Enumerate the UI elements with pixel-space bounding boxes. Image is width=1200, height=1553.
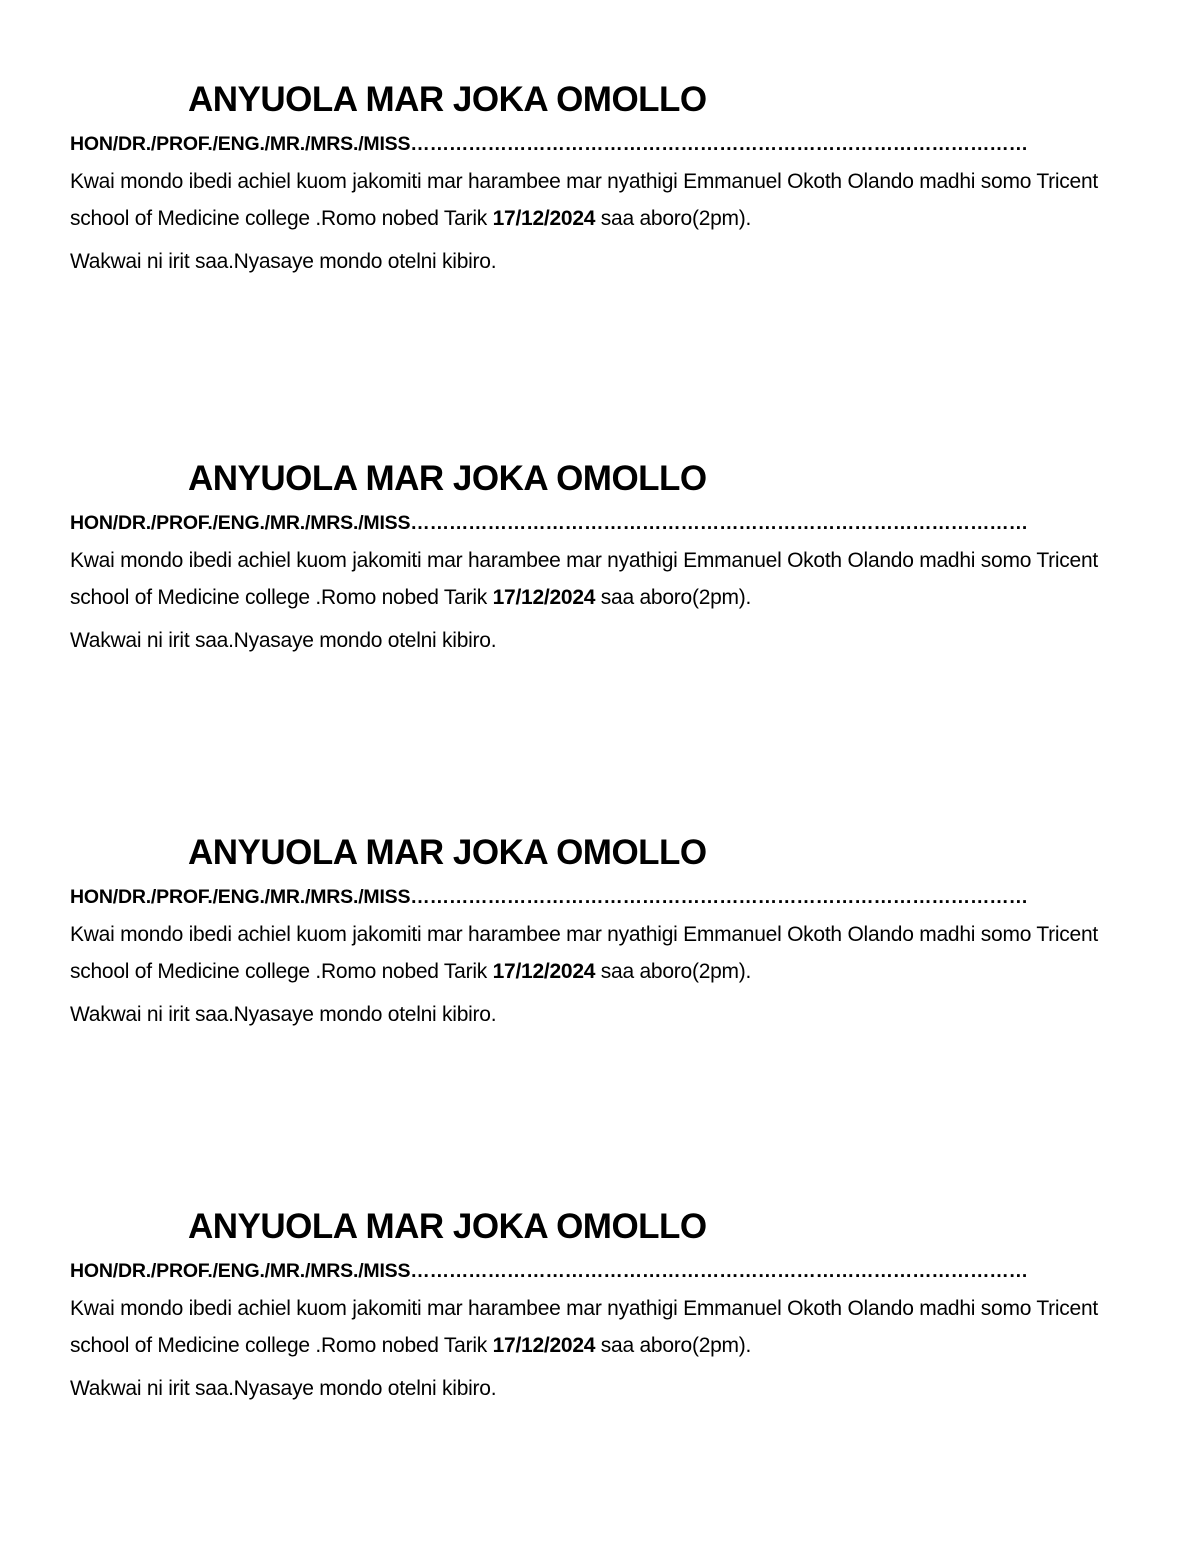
closing-line: Wakwai ni irit saa.Nyasaye mondo otelni kibiro. xyxy=(70,1003,497,1026)
invitation-body xyxy=(70,1290,1130,1364)
invitation-title: ANYUOLA MAR JOKA OMOLLO xyxy=(188,1207,707,1246)
body-text-after-date: saa aboro(2pm). xyxy=(595,1334,752,1357)
body-text-before-date: Kwai mondo ibedi achiel kuom jakomiti mar harambee mar nyathigi Emmanuel Okoth Olando madhi somo Tricent school of Medicine college .Romo nobed Tarik xyxy=(70,549,1098,609)
invitation-card xyxy=(70,1207,1130,1402)
invitation-body xyxy=(70,163,1130,237)
invitation-body xyxy=(70,542,1130,616)
invitation-title: ANYUOLA MAR JOKA OMOLLO xyxy=(188,80,707,119)
closing-line: Wakwai ni irit saa.Nyasaye mondo otelni kibiro. xyxy=(70,250,497,273)
invitation-title: ANYUOLA MAR JOKA OMOLLO xyxy=(188,833,707,872)
invitation-card xyxy=(70,80,1130,275)
event-date: 17/12/2024 xyxy=(492,207,596,230)
event-date: 17/12/2024 xyxy=(492,586,596,609)
body-text-after-date: saa aboro(2pm). xyxy=(595,586,752,609)
closing-line: Wakwai ni irit saa.Nyasaye mondo otelni kibiro. xyxy=(70,629,497,652)
body-text-before-date: Kwai mondo ibedi achiel kuom jakomiti mar harambee mar nyathigi Emmanuel Okoth Olando madhi somo Tricent school of Medicine college .Romo nobed Tarik xyxy=(70,923,1098,983)
body-text-after-date: saa aboro(2pm). xyxy=(595,960,752,983)
event-date: 17/12/2024 xyxy=(492,1334,596,1357)
invitation-body xyxy=(70,916,1130,990)
invitation-title: ANYUOLA MAR JOKA OMOLLO xyxy=(188,459,707,498)
salutation-line: HON/DR./PROF./ENG./MR./MRS./MISS…………………………………………………………………………………… xyxy=(70,133,1028,155)
salutation-line: HON/DR./PROF./ENG./MR./MRS./MISS…………………………………………………………………………………… xyxy=(70,886,1028,908)
body-text-before-date: Kwai mondo ibedi achiel kuom jakomiti mar harambee mar nyathigi Emmanuel Okoth Olando madhi somo Tricent school of Medicine college .Romo nobed Tarik xyxy=(70,170,1098,230)
invitation-card xyxy=(70,459,1130,654)
salutation-line: HON/DR./PROF./ENG./MR./MRS./MISS…………………………………………………………………………………… xyxy=(70,512,1028,534)
invitation-card xyxy=(70,833,1130,1028)
event-date: 17/12/2024 xyxy=(492,960,596,983)
body-text-before-date: Kwai mondo ibedi achiel kuom jakomiti mar harambee mar nyathigi Emmanuel Okoth Olando madhi somo Tricent school of Medicine college .Romo nobed Tarik xyxy=(70,1297,1098,1357)
salutation-line: HON/DR./PROF./ENG./MR./MRS./MISS…………………………………………………………………………………… xyxy=(70,1260,1028,1282)
closing-line: Wakwai ni irit saa.Nyasaye mondo otelni kibiro. xyxy=(70,1377,497,1400)
body-text-after-date: saa aboro(2pm). xyxy=(595,207,752,230)
